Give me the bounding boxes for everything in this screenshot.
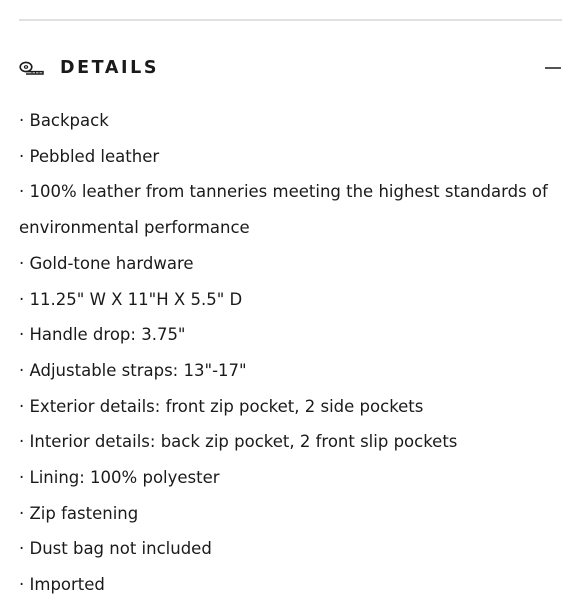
list-item: · Gold-tone hardware <box>19 246 559 282</box>
list-item: · Imported <box>19 567 559 603</box>
list-item: · Interior details: back zip pocket, 2 front slip pockets <box>19 424 559 460</box>
list-item: · 11.25" W X 11"H X 5.5" D <box>19 282 559 318</box>
list-item: · Zip fastening <box>19 496 559 532</box>
details-list <box>19 103 559 603</box>
tape-measure-icon <box>19 59 45 77</box>
list-item: · Exterior details: front zip pocket, 2 side pockets <box>19 389 559 425</box>
section-divider <box>19 19 562 21</box>
list-item: · Adjustable straps: 13"-17" <box>19 353 559 389</box>
list-item: · Handle drop: 3.75" <box>19 317 559 353</box>
list-item: · Dust bag not included <box>19 531 559 567</box>
list-item: · Pebbled leather <box>19 139 559 175</box>
minus-icon[interactable] <box>544 59 562 77</box>
details-title: DETAILS <box>60 58 160 78</box>
details-accordion-header[interactable] <box>19 50 562 86</box>
list-item: · 100% leather from tanneries meeting the highest standards of environmental performance <box>19 174 559 245</box>
list-item: · Lining: 100% polyester <box>19 460 559 496</box>
list-item: · Backpack <box>19 103 559 139</box>
